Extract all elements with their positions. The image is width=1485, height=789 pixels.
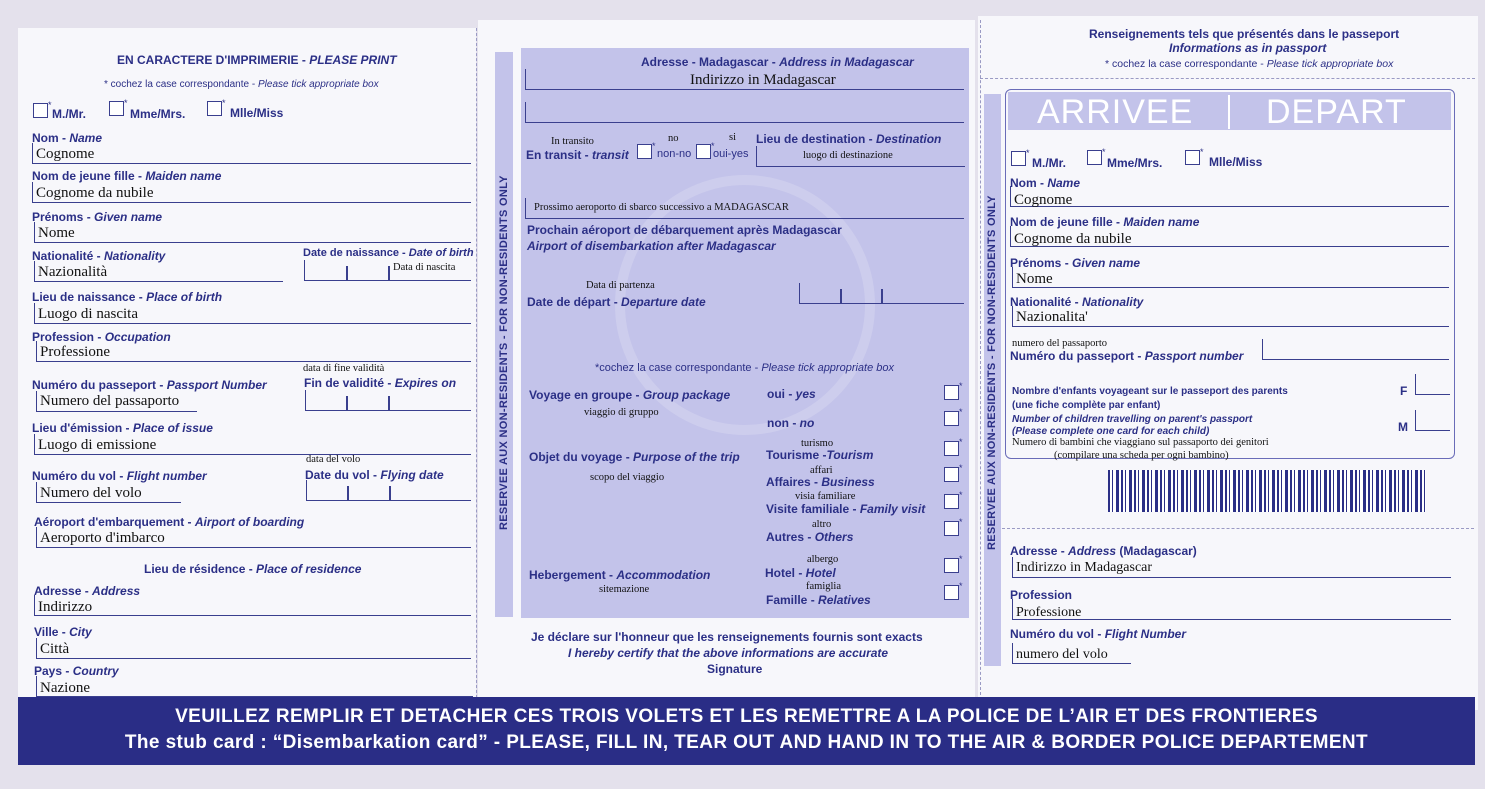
label-boarding: Aéroport d'embarquement - Airport of boarding [34,515,305,529]
value-addr-mg: Indirizzo in Madagascar [690,72,836,88]
label-maiden: Nom de jeune fille - Maiden name [32,169,222,183]
kids-it: Numero di bambini che viaggiano sul passaporto dei genitori [1012,437,1269,448]
label-transit-no: non-no [657,148,692,160]
field-city[interactable] [36,638,471,659]
right-divider-dashed [1002,528,1474,529]
right-label-given: Prénoms - Given name [1010,256,1141,270]
tick-note: * cochez la case correspondante - Please tick appropriate box [104,79,379,90]
value-nationality: Nazionalità [38,264,108,280]
note-accommodation: sitemazione [599,584,650,595]
label-addr-mg: Adresse - Madagascar - Address in Madagascar [641,55,914,69]
star-mark: * [959,437,963,447]
signature-label: Signature [707,662,763,676]
date-separator [389,486,391,500]
depart-label: DEPART [1266,93,1407,131]
checkbox-transit-no[interactable] [637,144,652,159]
kids-fr-2: (une fiche complète par enfant) [1012,400,1161,411]
right-label-maiden: Nom de jeune fille - Maiden name [1010,215,1200,229]
label-business: Affaires - Business [766,475,875,489]
label-name: Nom - Name [32,131,103,145]
value-flight: Numero del volo [40,485,142,501]
value-profession: Professione [40,344,110,360]
date-separator [840,289,842,303]
star-mark: * [124,98,128,108]
note-others: altro [812,519,832,530]
right-value-profession: Professione [1016,605,1082,620]
checkbox-transit-yes[interactable] [696,144,711,159]
value-address: Indirizzo [38,599,93,615]
checkbox-mr[interactable] [33,103,48,118]
right-label-mr: M./Mr. [1032,156,1067,170]
declaration-en: I hereby certify that the above informations are accurate [568,646,889,660]
value-name: Cognome [36,146,95,162]
right-label-miss: Mlle/Miss [1209,155,1263,169]
checkbox-group-yes[interactable] [944,385,959,400]
checkbox-business[interactable] [944,467,959,482]
right-value-nationality: Nazionalita' [1016,309,1088,325]
right-non-residents-vertical: RESERVEE AUX NON-RESIDENTS - FOR NON-RESIDENTS ONLY [986,195,998,550]
tear-line-top-right [980,78,1475,79]
right-label-name: Nom - Name [1010,176,1081,190]
non-residents-vertical: RESERVEE AUX NON-RESIDENTS - FOR NON-RESIDENTS ONLY [498,175,510,530]
label-tourism: Tourisme -Tourism [766,448,874,462]
label-passport: Numéro du passeport - Passport Number [32,378,267,392]
field-given[interactable] [34,222,471,243]
tear-line-left [476,28,477,698]
checkbox-group-no[interactable] [944,411,959,426]
right-label-nationality: Nationalité - Nationality [1010,295,1144,309]
arrivee-label: ARRIVEE [1037,93,1194,131]
value-country: Nazione [40,680,90,696]
note-next-airport: Prossimo aeroporto di sbarco successivo a MADAGASCAR [534,202,789,213]
date-separator [346,396,348,410]
date-separator [881,289,883,303]
kids-en: Number of children travelling on parent's passport [1012,414,1253,425]
value-given: Nome [38,225,75,241]
tick-note-middle: *cochez la case correspondante - Please tick appropriate box [595,362,895,374]
field-address[interactable] [34,595,471,616]
value-passport: Numero del passaporto [40,393,180,409]
right-label-flight: Numéro du vol - Flight Number [1010,627,1187,641]
checkbox-tourism[interactable] [944,441,959,456]
checkbox-family[interactable] [944,494,959,509]
label-country: Pays - Country [34,664,119,678]
value-city: Città [40,641,70,657]
star-mark: * [48,100,52,110]
label-validity: Fin de validité - Expires on [304,376,457,390]
date-separator [388,266,390,280]
right-value-address: Indirizzo in Madagascar [1016,560,1153,575]
checkbox-others[interactable] [944,521,959,536]
note-tourism: turismo [801,438,834,449]
note-purpose: scopo del viaggio [590,472,665,483]
label-departure: Date de départ - Departure date [527,295,706,309]
note-business: affari [810,465,833,476]
right-label-address: Adresse - Address (Madagascar) [1010,544,1197,558]
note-departure: Data di partenza [586,280,655,291]
kids-fr: Nombre d'enfants voyageant sur le passeport des parents [1012,386,1288,397]
value-destination: luogo di destinazione [803,150,893,161]
label-others: Autres - Others [766,530,854,544]
date-separator [346,266,348,280]
note-hotel: albergo [807,554,839,565]
date-separator [388,396,390,410]
star-mark: * [959,517,963,527]
value-dob: Data di nascita [393,262,456,273]
label-destination: Lieu de destination - Destination [756,132,942,146]
label-nationality: Nationalité - Nationality [32,249,166,263]
label-residence: Lieu de résidence - Place of residence [144,562,362,576]
right-value-maiden: Cognome da nubile [1014,231,1132,247]
note-no: no [668,133,679,144]
banner-line-fr: VEUILLEZ REMPLIR ET DETACHER CES TROIS VOLETS ET LES REMETTRE A LA POLICE DE L’AIR ET DES FRONTIERES [175,706,1318,727]
right-checkbox-miss[interactable] [1185,150,1200,165]
star-mark: * [1102,147,1106,157]
print-header: EN CARACTERE D'IMPRIMERIE - PLEASE PRINT [117,53,397,67]
right-value-flight: numero del volo [1016,647,1108,662]
label-profession: Profession - Occupation [32,330,171,344]
label-next-airport-en: Airport of disembarkation after Madagascar [527,239,776,253]
star-mark: * [652,141,656,151]
kids-it-2: (compilare una scheda per ogni bambino) [1054,450,1229,461]
kids-en-2: (Please complete one card for each child) [1012,426,1210,437]
note-family: visia familiare [795,491,856,502]
right-field-given[interactable] [1012,267,1449,288]
right-checkbox-mr[interactable] [1011,151,1026,166]
star-mark: * [711,141,715,151]
right-value-name: Cognome [1014,192,1073,208]
right-field-passport[interactable] [1262,339,1449,360]
checkbox-relatives[interactable] [944,585,959,600]
label-city: Ville - City [34,625,92,639]
note-transit: In transito [551,136,594,147]
right-label-profession: Profession [1010,588,1073,602]
checkbox-miss[interactable] [207,101,222,116]
right-field-name[interactable] [1010,186,1449,207]
right-tick-note: * cochez la case correspondante - Please tick appropriate box [1105,58,1394,70]
header-divider [1228,95,1230,129]
note-group: viaggio di gruppo [584,407,659,418]
star-mark: * [1026,148,1030,158]
field-name[interactable] [32,143,471,164]
right-value-given: Nome [1016,271,1053,287]
label-mrs: Mme/Mrs. [130,107,186,121]
label-flight-date: Date du vol - Flying date [305,468,444,482]
label-issue-place: Lieu d'émission - Place of issue [32,421,213,435]
label-mr: M./Mr. [52,107,87,121]
label-group: Voyage en groupe - Group package [529,388,731,402]
star-mark: * [959,554,963,564]
banner-line-en: The stub card : “Disembarkation card” - PLEASE, FILL IN, TEAR OUT AND HAND IN TO THE AIR & BORDER POLICE DEPARTEMENT [124,732,1369,753]
value-issue-place: Luogo di emissione [38,437,157,453]
star-mark: * [1200,147,1204,157]
tear-line-right [980,20,981,700]
right-label-mrs: Mme/Mrs. [1107,156,1163,170]
checkbox-hotel[interactable] [944,558,959,573]
label-hotel: Hotel - Hotel [765,566,836,580]
label-miss: Mlle/Miss [230,106,284,120]
barcode [1108,470,1426,512]
label-transit-yes: oui-yes [713,148,749,160]
value-birthplace: Luogo di nascita [38,306,138,322]
right-note-passport: numero del passaporto [1012,338,1108,349]
field-children-m[interactable] [1415,410,1450,431]
label-accommodation: Hebergement - Accommodation [529,568,711,582]
label-birthplace: Lieu de naissance - Place of birth [32,290,223,304]
instruction-banner [18,697,1475,765]
star-mark: * [959,407,963,417]
label-next-airport-fr: Prochain aéroport de débarquement après Madagascar [527,223,842,237]
right-header-fr: Renseignements tels que présentés dans le passeport [1089,27,1400,41]
label-relatives: Famille - Relatives [766,593,871,607]
star-mark: * [222,98,226,108]
star-mark: * [959,381,963,391]
date-separator [347,486,349,500]
right-label-passport: Numéro du passeport - Passport number [1010,349,1244,363]
label-flight: Numéro du vol - Flight number [32,469,207,483]
label-m: M [1398,420,1408,434]
field-children-f[interactable] [1415,374,1450,395]
label-transit: En transit - transit [526,148,629,162]
note-validity: data di fine validità [303,363,385,374]
value-maiden: Cognome da nubile [36,185,154,201]
label-purpose: Objet du voyage - Purpose of the trip [529,450,740,464]
star-mark: * [959,463,963,473]
label-group-yes: oui - yes [767,387,816,401]
note-si: si [729,132,737,143]
label-address: Adresse - Address [34,584,141,598]
field-addr-mg-2[interactable] [525,102,964,123]
right-header-en: Informations as in passport [1169,41,1327,55]
checkbox-mrs[interactable] [109,101,124,116]
declaration-fr: Je déclare sur l'honneur que les renseignements fournis sont exacts [531,630,923,644]
value-boarding: Aeroporto d'imbarco [40,530,165,546]
label-given: Prénoms - Given name [32,210,163,224]
label-family: Visite familiale - Family visit [766,502,926,516]
star-mark: * [959,581,963,591]
label-group-no: non - no [767,416,815,430]
field-country[interactable] [36,676,473,697]
right-checkbox-mrs[interactable] [1087,150,1102,165]
star-mark: * [959,490,963,500]
note-relatives: famiglia [806,581,841,592]
note-flight-date: data del volo [306,454,361,465]
label-dob: Date de naissance - Date of birth [303,247,474,259]
label-f: F [1400,384,1408,398]
